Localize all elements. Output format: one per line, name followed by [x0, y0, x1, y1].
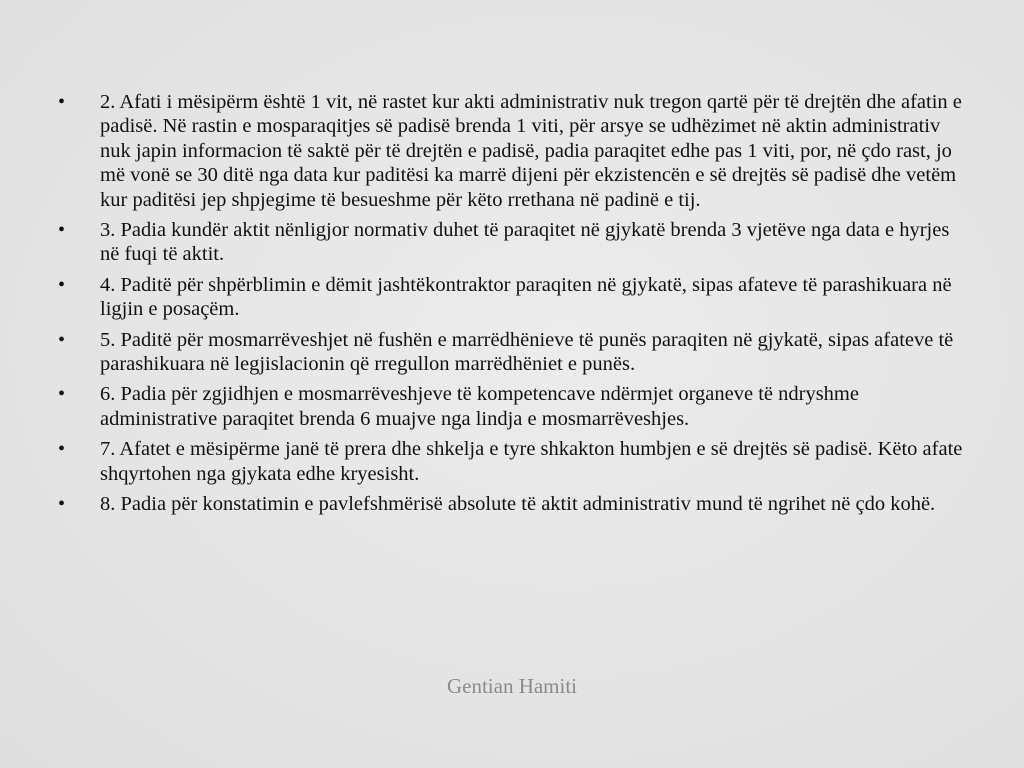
- bullet-item-2: [58, 90, 968, 212]
- bullet-text: 8. Padia për konstatimin e pavlefshmërisë absolute të aktit administrativ mund të ngrihet në çdo kohë.: [100, 493, 936, 516]
- bullet-item-4: [58, 273, 968, 322]
- bullet-icon: •: [58, 493, 66, 516]
- bullet-icon: •: [58, 328, 66, 351]
- bullet-icon: •: [58, 273, 66, 296]
- bullet-text: 7. Afatet e mësipërme janë të prera dhe shkelja e tyre shkakton humbjen e së drejtës së padisë. Këto afate shqyrtohen nga gjykata edhe kryesisht.: [100, 438, 963, 485]
- bullet-text: 3. Padia kundër aktit nënligjor normativ duhet të paraqitet në gjykatë brenda 3 vjetëve nga data e hyrjes në fuqi të aktit.: [100, 219, 950, 266]
- bullet-icon: •: [58, 219, 66, 242]
- bullet-text: 6. Padia për zgjidhjen e mosmarrëveshjeve të kompetencave ndërmjet organeve të ndryshme administrative paraqitet brenda 6 muajve nga lindja e mosmarrëveshjes.: [100, 383, 859, 430]
- bullet-icon: •: [58, 438, 66, 461]
- bullet-item-5: [58, 328, 968, 377]
- bullet-item-8: [58, 492, 968, 516]
- bullet-item-7: [58, 437, 968, 486]
- footer-author: Gentian Hamiti: [446, 674, 578, 698]
- bullet-item-3: [58, 218, 968, 267]
- bullet-text: 5. Paditë për mosmarrëveshjet në fushën e marrëdhënieve të punës paraqiten në gjykatë, sipas afateve të parashikuara në legjislacionin që rregullon marrëdhëniet e punës.: [100, 328, 954, 376]
- bullet-item-6: [58, 382, 968, 431]
- bullet-list: [58, 90, 968, 523]
- bullet-icon: •: [58, 383, 66, 406]
- bullet-text: 4. Paditë për shpërblimin e dëmit jashtëkontraktor paraqiten në gjykatë, sipas afateve të parashikuara në ligjin e posaçëm.: [100, 273, 952, 321]
- bullet-icon: •: [58, 91, 66, 113]
- bullet-text: 2. Afati i mësipërm është 1 vit, në rastet kur akti administrativ nuk tregon qartë për të drejtën dhe afatin e padisë. Në rastin e mosparaqitjes së padisë brenda 1 viti, për arsye se udhëzimet në aktin administrativ nuk japin informacion të saktë për të drejtën e padisë, padia paraqitet edhe pas 1 viti, por, në çdo rast, jo më vonë se 30 ditë nga data kur paditësi ka marrë dijeni për ekzistencën e së drejtës së padisë dhe vetëm kur paditësi jep shpjegime të besueshme për këto rrethana në padinë e tij.: [100, 91, 962, 211]
